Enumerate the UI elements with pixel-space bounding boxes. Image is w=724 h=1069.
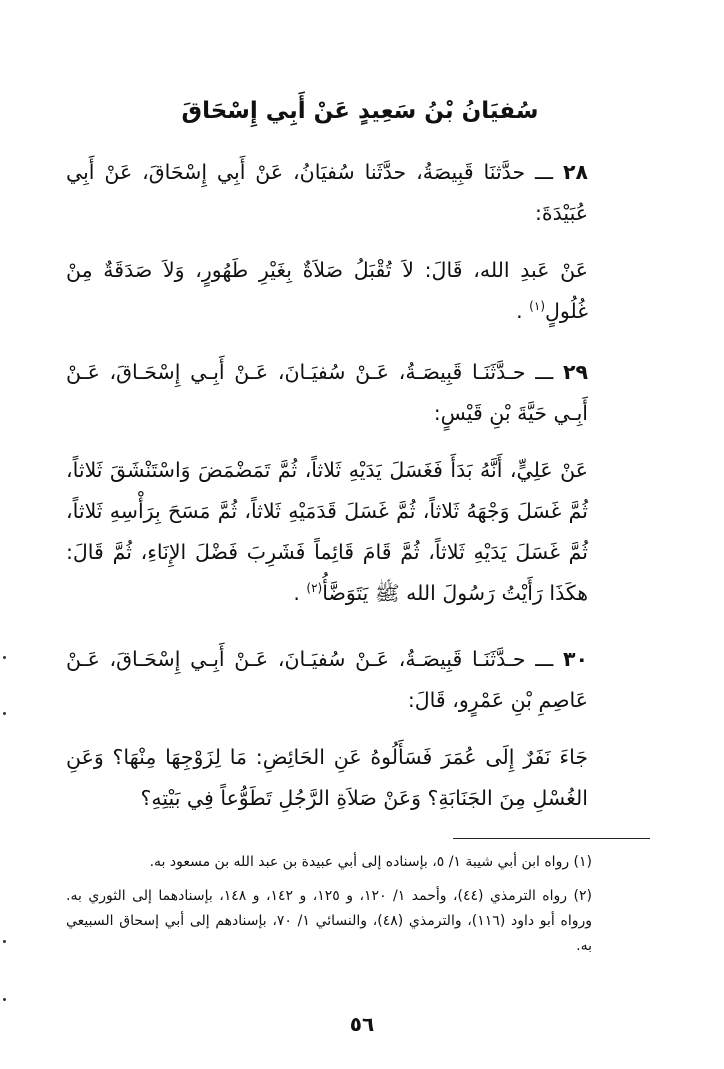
footnote-ref[interactable]: (٢) bbox=[306, 581, 323, 596]
hadith-number: ٢٨ bbox=[562, 160, 588, 184]
isnad-text: ـــ حـدَّثَنَـا قَبِيصَـةُ، عَـنْ سُفيَـانَ، عَـنْ أَبِـي إِسْحَـاقَ، عَـنْ أَبِـي حَيَّةَ بْنِ قَيْسٍ: bbox=[66, 360, 588, 425]
matn-text: جَاءَ نَفَرٌ إِلَى عُمَرَ فَسَأَلُوهُ عَنِ الحَائِضِ: مَا لِزَوْجِهَا مِنْهَا؟ وَعَنِ الغُسْلِ مِنَ الجَنَابَةِ؟ وَعَنْ صَلاَةِ الرَّجُلِ تَطَوُّعاً فِي بَيْتِهِ؟ bbox=[66, 745, 588, 810]
matn-end: . bbox=[293, 581, 300, 605]
scan-edge-mark bbox=[3, 940, 6, 943]
page-number: ٥٦ bbox=[349, 1012, 375, 1036]
footnote-ref[interactable]: (١) bbox=[529, 299, 545, 314]
scan-edge-mark bbox=[3, 998, 6, 1001]
hadith-number: ٢٩ bbox=[562, 360, 588, 384]
footnote-1: (١) رواه ابن أبي شيبة ١/ ٥، بإسناده إلى أبي عبيدة بن عبد الله بن مسعود به. bbox=[149, 854, 592, 870]
matn-text: عَنْ عَبدِ الله، قَالَ: لاَ تُقْبَلُ صَلاَةٌ بِغَيْرِ طَهُورٍ، وَلاَ صَدَقَةٌ مِنْ غُلُولٍ bbox=[66, 258, 588, 323]
scan-edge-mark bbox=[3, 712, 6, 715]
hadith-number: ٣٠ bbox=[562, 647, 588, 671]
isnad-text: ـــ حـدَّثَنَـا قَبِيصَـةُ، عَـنْ سُفيَـانَ، عَـنْ أَبِـي إِسْحَـاقَ، عَـنْ عَاصِمِ بْنِ عَمْرٍو، قَالَ: bbox=[66, 647, 588, 712]
footnote-separator bbox=[453, 838, 650, 839]
matn-text: عَنْ عَلِيٍّ، أَنَّهُ بَدَأَ فَغَسَلَ يَدَيْهِ ثَلاثاً، ثُمَّ تَمَضْمَضَ وَاسْتَنْشَقَ ثَلاثاً، ثُمَّ غَسَلَ وَجْهَهُ ثَلاثاً، ثُمَّ غَسَلَ قَدَمَيْهِ ثَلاثاً، ثُمَّ مَسَحَ بِرَأْسِهِ ثَلاثاً، ثُمَّ غَسَلَ يَدَيْهِ ثَلاثاً، ثُمَّ قَامَ قَائِماً فَشَرِبَ فَضْلَ الإِنَاءِ، ثُمَّ قَالَ: هكَذَا رَأَيْتُ رَسُولَ الله ﷺ يَتَوَضَّأُ bbox=[66, 458, 588, 605]
hadith-30-isnad bbox=[66, 639, 588, 721]
isnad-text: ـــ حدَّثنَا قَبِيصَةُ، حدَّثَنا سُفيَانُ، عَنْ أَبِي إِسْحَاقَ، عَنْ أَبِي عُبَيْدَةَ: bbox=[66, 160, 588, 225]
hadith-29-isnad bbox=[66, 352, 588, 434]
matn-end: . bbox=[516, 299, 523, 323]
footnote-2: (٢) رواه الترمذي (٤٤)، وأحمد ١/ ١٢٠، و ١٢٥، و ١٤٢، و ١٤٨، بإسنادهما إلى الثوري به. ورواه أبو داود (١١٦)، والترمذي (٤٨)، والنسائي ١/ ٧٠، بإسنادهم إلى أبي إسحاق السبيعي به. bbox=[66, 888, 593, 954]
section-heading: سُفيَانُ بْنُ سَعِيدٍ عَنْ أَبِي إِسْحَاقَ bbox=[181, 98, 539, 124]
scan-edge-mark bbox=[3, 656, 6, 659]
hadith-28-matn bbox=[66, 250, 588, 332]
hadith-29-matn bbox=[66, 450, 588, 614]
hadith-28-isnad bbox=[66, 152, 588, 234]
hadith-30-matn bbox=[66, 737, 588, 819]
